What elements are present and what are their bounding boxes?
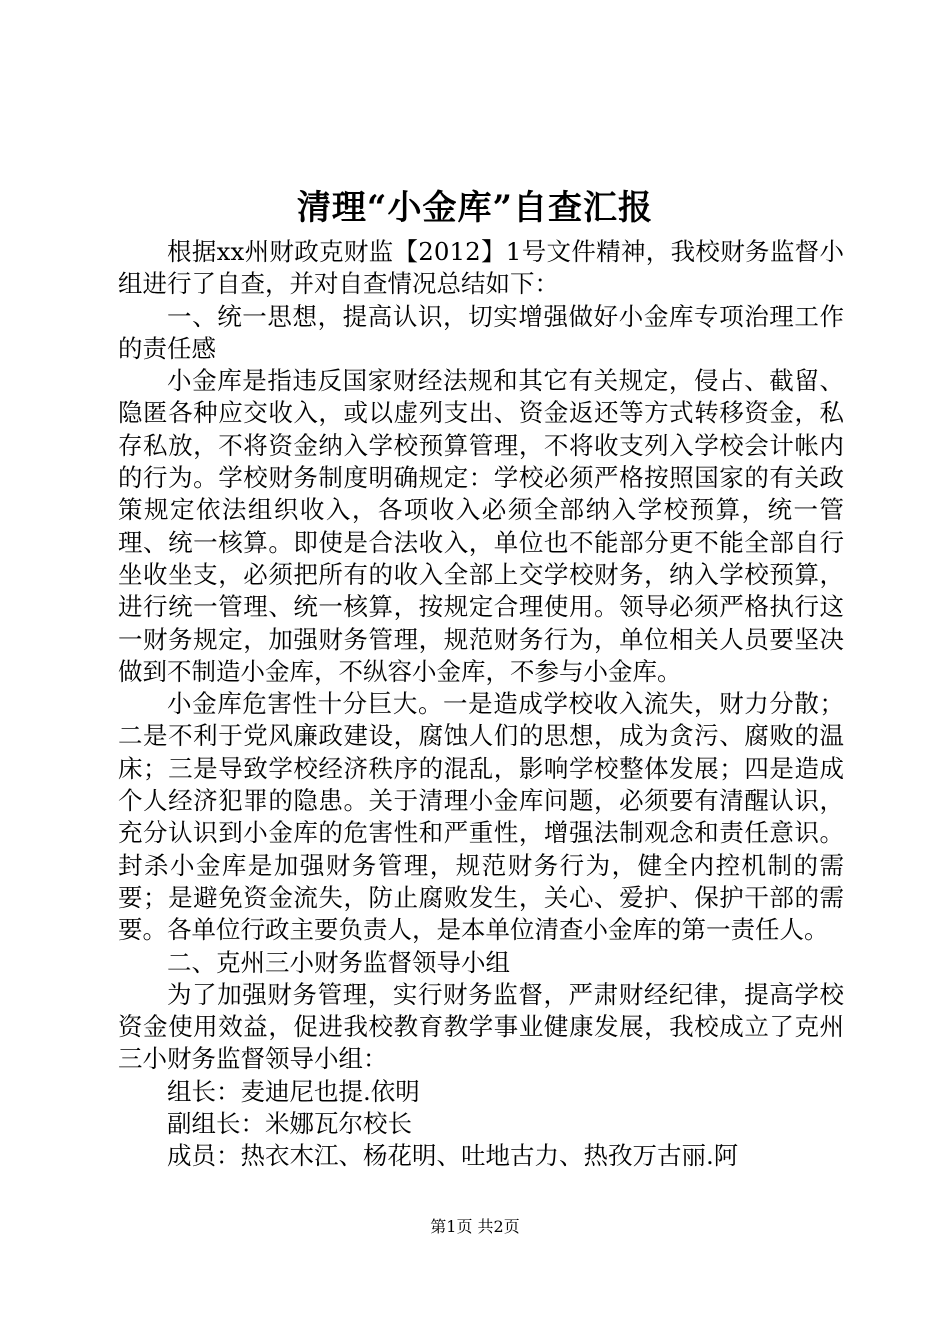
paragraph-definition: 小金库是指违反国家财经法规和其它有关规定，侵占、截留、隐匿各种应交收入，或以虚列支出、资金返还等方式转移资金，私存私放，不将资金纳入学校预算管理，不将收支列入学校会计帐内的行为。学校财务制度明确规定：学校必须严格按照国家的有关政策规定依法组织收入，各项收入必须全部纳入学校预算，统一管理、统一核算。即使是合法收入，单位也不能部分更不能全部自行坐收坐支，必须把所有的收入全部上交学校财务，纳入学校预算，进行统一管理、统一核算，按规定合理使用。领导必须严格执行这一财务规定，加强财务管理，规范财务行为，单位相关人员要坚决做到不制造小金库，不纵容小金库，不参与小金库。: [118, 366, 844, 686]
group-leader: 组长：麦迪尼也提.依明: [167, 1076, 420, 1106]
group-members: 成员：热衣木江、杨花明、吐地古力、热孜万古丽.阿: [167, 1141, 739, 1171]
group-deputy-leader: 副组长：米娜瓦尔校长: [167, 1109, 412, 1139]
document-body: [118, 236, 844, 1173]
paragraph-group-intro: 为了加强财务管理，实行财务监督，严肃财经纪律，提高学校资金使用效益，促进我校教育教学事业健康发展，我校成立了克州三小财务监督领导小组：: [118, 979, 844, 1074]
paragraph-intro: 根据xx州财政克财监【2012】1号文件精神，我校财务监督小组进行了自查，并对自查情况总结如下：: [118, 237, 844, 299]
section-heading-2: 二、克州三小财务监督领导小组: [167, 947, 510, 977]
document-title: 清理“小金库”自查汇报: [296, 188, 654, 228]
page-number: 第1页 共2页: [430, 1217, 520, 1236]
paragraph-harm: 小金库危害性十分巨大。一是造成学校收入流失，财力分散；二是不利于党风廉政建设，腐蚀人们的思想，成为贪污、腐败的温床；三是导致学校经济秩序的混乱，影响学校整体发展；四是造成个人经济犯罪的隐患。关于清理小金库问题，必须要有清醒认识，充分认识到小金库的危害性和严重性，增强法制观念和责任意识。封杀小金库是加强财务管理，规范财务行为，健全内控机制的需要；是避免资金流失，防止腐败发生，关心、爱护、保护干部的需要。各单位行政主要负责人，是本单位清查小金库的第一责任人。: [118, 689, 844, 945]
section-heading-1: 一、统一思想，提高认识，切实增强做好小金库专项治理工作的责任感: [118, 301, 844, 363]
